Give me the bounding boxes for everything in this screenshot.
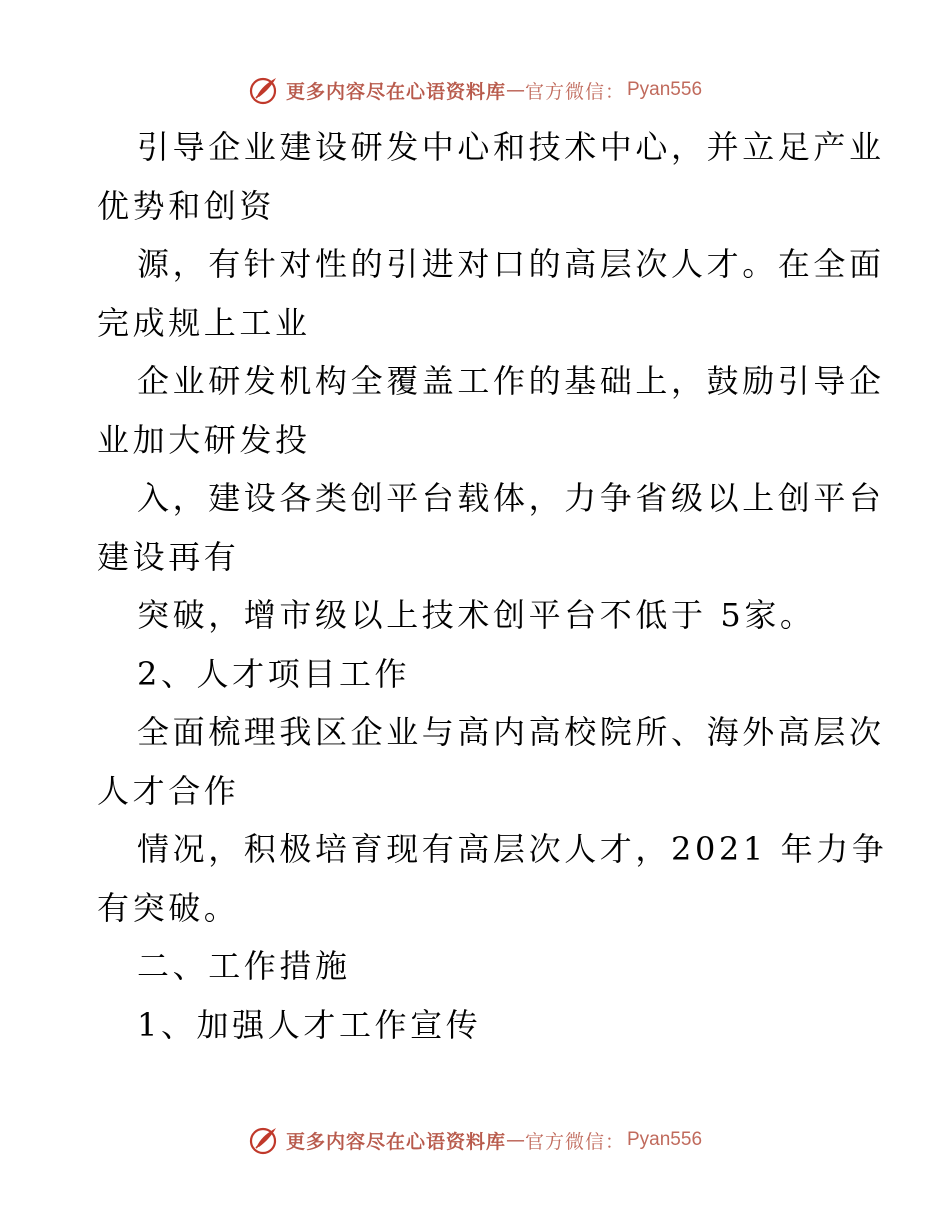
heading-text: 二、工作措施 [137, 947, 351, 985]
paragraph-continuation: 有突破。 [97, 888, 240, 927]
quill-logo-icon [248, 1124, 280, 1156]
paragraph-continuation: 建设再有 [97, 537, 240, 576]
header-watermark [0, 70, 950, 110]
paragraph-continuation: 人才合作 [97, 771, 240, 810]
heading-text: 2、人才项目工作 [137, 654, 411, 693]
paragraph-first-line: 全面梳理我区企业与高内高校院所、海外高层次 [137, 713, 885, 751]
paragraph-continuation: 完成规上工业 [97, 303, 311, 342]
watermark-main-text: 更多内容尽在心语资料库 [285, 1130, 506, 1153]
paragraph-first-line: 入，建设各类创平台载体，力争省级以上创平台 [137, 479, 885, 517]
watermark-dash: — [505, 1129, 525, 1151]
paragraph [97, 235, 885, 352]
paragraph [97, 352, 885, 469]
paragraph-continuation: 业加大研发投 [97, 420, 311, 459]
paragraph-first-line: 突破，增市级以上技术创平台不低于 5家。 [137, 596, 816, 634]
watermark-main-text: 更多内容尽在心语资料库 [285, 80, 506, 103]
paragraph [97, 118, 885, 235]
paragraph-first-line: 企业研发机构全覆盖工作的基础上，鼓励引导企 [137, 362, 885, 400]
paragraph [97, 703, 885, 820]
paragraph [97, 469, 885, 586]
watermark-dash: — [505, 79, 525, 101]
watermark-label: 官方微信： [524, 80, 625, 103]
paragraph-first-line: 情况，积极培育现有高层次人才，2021 年力争 [137, 830, 888, 868]
heading-text: 1、加强人才工作宣传 [137, 1005, 482, 1044]
paragraph [97, 820, 888, 937]
footer-watermark [0, 1120, 950, 1160]
section-heading [97, 996, 857, 1055]
quill-logo-icon [248, 74, 280, 106]
section-heading [97, 937, 857, 996]
paragraph-first-line: 源，有针对性的引进对口的高层次人才。在全面 [137, 245, 885, 283]
document-body [97, 118, 888, 1054]
paragraph [97, 586, 857, 645]
watermark-label: 官方微信： [524, 1130, 625, 1153]
paragraph-first-line: 引导企业建设研发中心和技术中心，并立足产业 [137, 128, 885, 166]
paragraph-continuation: 优势和创资 [97, 186, 276, 225]
watermark-wechat-id: Pyan556 [627, 1129, 703, 1150]
section-heading [97, 645, 857, 704]
watermark-wechat-id: Pyan556 [627, 79, 703, 100]
